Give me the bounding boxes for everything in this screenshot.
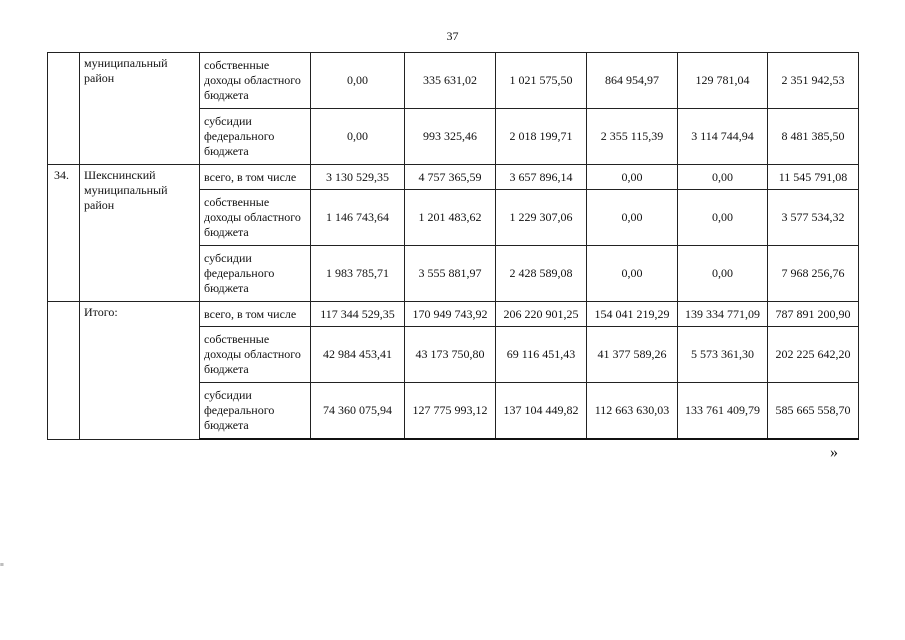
district-name: муниципальный район — [80, 53, 200, 165]
table-row — [48, 53, 859, 109]
table-cell: 41 377 589,26 — [587, 327, 678, 383]
table-cell: 3 555 881,97 — [405, 246, 496, 302]
table-cell: 864 954,97 — [587, 53, 678, 109]
table-cell: 993 325,46 — [405, 109, 496, 165]
table-cell: 2 351 942,53 — [768, 53, 859, 109]
table-cell: 42 984 453,41 — [311, 327, 405, 383]
table-cell: 69 116 451,43 — [496, 327, 587, 383]
table-cell: 206 220 901,25 — [496, 302, 587, 327]
table-cell: 43 173 750,80 — [405, 327, 496, 383]
table-cell: 0,00 — [587, 246, 678, 302]
table-cell: 0,00 — [311, 53, 405, 109]
table-cell: 137 104 449,82 — [496, 383, 587, 440]
table-row — [48, 165, 859, 190]
table-cell: 0,00 — [311, 109, 405, 165]
table-cell: 1 229 307,06 — [496, 190, 587, 246]
table-cell: 0,00 — [587, 190, 678, 246]
district-name: Шекснинский муниципальный район — [80, 165, 200, 302]
table-cell: 2 355 115,39 — [587, 109, 678, 165]
row-number: 34. — [48, 165, 80, 302]
table-cell: 1 983 785,71 — [311, 246, 405, 302]
district-name: Итого: — [80, 302, 200, 440]
table-cell: 0,00 — [587, 165, 678, 190]
table-cell: 127 775 993,12 — [405, 383, 496, 440]
table-cell: 112 663 630,03 — [587, 383, 678, 440]
table-cell: 74 360 075,94 — [311, 383, 405, 440]
table-cell: 1 146 743,64 — [311, 190, 405, 246]
table-cell: 4 757 365,59 — [405, 165, 496, 190]
table-cell: 0,00 — [678, 190, 768, 246]
margin-mark: ≡ — [0, 561, 4, 569]
table-cell: 3 130 529,35 — [311, 165, 405, 190]
table-cell: 133 761 409,79 — [678, 383, 768, 440]
row-number — [48, 53, 80, 165]
table-cell: 5 573 361,30 — [678, 327, 768, 383]
table-cell: 154 041 219,29 — [587, 302, 678, 327]
table-cell: 0,00 — [678, 165, 768, 190]
funding-type: собственные доходы областного бюджета — [200, 190, 311, 246]
funding-type: собственные доходы областного бюджета — [200, 327, 311, 383]
budget-table — [47, 52, 859, 440]
table-cell: 3 114 744,94 — [678, 109, 768, 165]
table-cell: 0,00 — [678, 246, 768, 302]
table-cell: 2 428 589,08 — [496, 246, 587, 302]
funding-type: собственные доходы областного бюджета — [200, 53, 311, 109]
table-cell: 117 344 529,35 — [311, 302, 405, 327]
table-cell: 1 201 483,62 — [405, 190, 496, 246]
table-cell: 335 631,02 — [405, 53, 496, 109]
table-cell: 170 949 743,92 — [405, 302, 496, 327]
table-cell: 2 018 199,71 — [496, 109, 587, 165]
table-cell: 3 657 896,14 — [496, 165, 587, 190]
table-cell: 129 781,04 — [678, 53, 768, 109]
table-cell: 11 545 791,08 — [768, 165, 859, 190]
funding-type: всего, в том числе — [200, 165, 311, 190]
table-cell: 7 968 256,76 — [768, 246, 859, 302]
closing-quote-mark: » — [830, 444, 838, 461]
funding-type: всего, в том числе — [200, 302, 311, 327]
table-cell: 8 481 385,50 — [768, 109, 859, 165]
funding-type: субсидии федерального бюджета — [200, 109, 311, 165]
funding-type: субсидии федерального бюджета — [200, 383, 311, 440]
table-cell: 3 577 534,32 — [768, 190, 859, 246]
table-cell: 787 891 200,90 — [768, 302, 859, 327]
row-number — [48, 302, 80, 440]
table-cell: 1 021 575,50 — [496, 53, 587, 109]
page-number: 37 — [446, 29, 459, 43]
table-row — [48, 302, 859, 327]
table-cell: 139 334 771,09 — [678, 302, 768, 327]
table-cell: 202 225 642,20 — [768, 327, 859, 383]
funding-type: субсидии федерального бюджета — [200, 246, 311, 302]
table-cell: 585 665 558,70 — [768, 383, 859, 440]
